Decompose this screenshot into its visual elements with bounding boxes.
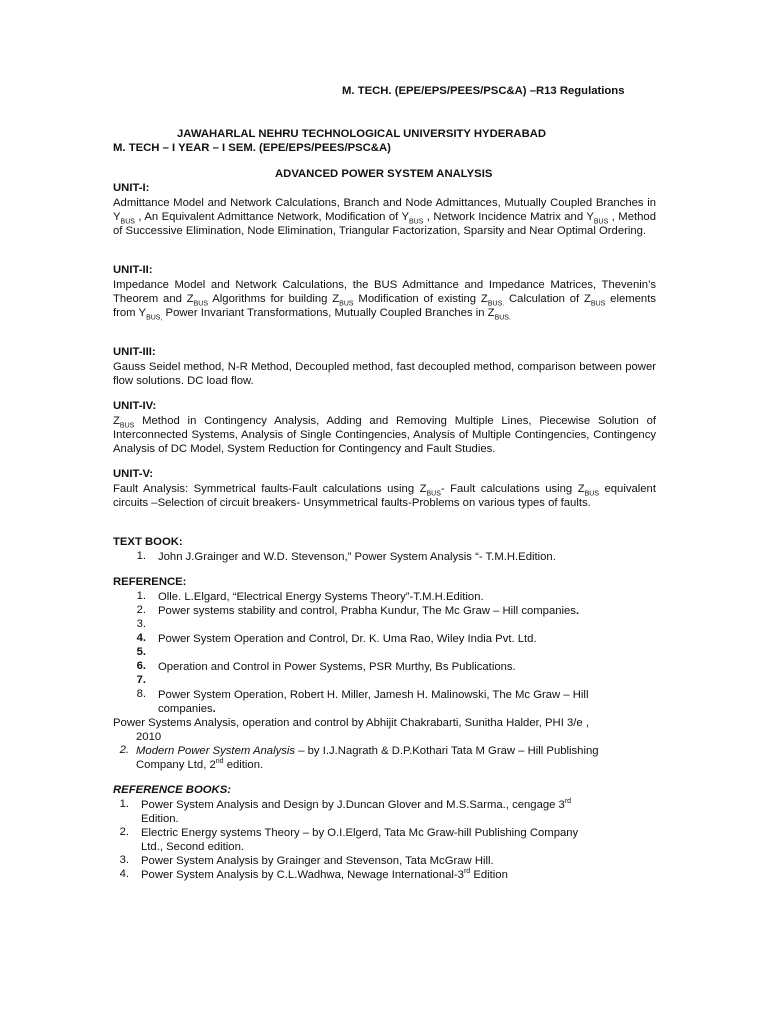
reference-book: Power System Analysis and Design by J.Duncan Glover and M.S.Sarma., cengage 3rd	[141, 798, 572, 811]
reference-extra-1-continuation: 2010	[136, 731, 162, 743]
reference-item-continuation: companies.	[158, 703, 216, 715]
reference-item-number: 4.	[136, 632, 146, 644]
university-name: JAWAHARLAL NEHRU TECHNOLOGICAL UNIVERSITY HYDERABAD	[177, 128, 547, 140]
unit-1-heading: UNIT-I:	[113, 182, 150, 194]
unit-2-content: Impedance Model and Network Calculations, the BUS Admittance and Impedance Matrices, Thevenin’s Theorem and $Z_{BUS}$ Algorithms for building $Z_{BUS}$ Modification of existing $Z_{BUS.}$ Calculation of $Z_{BUS}$ elements from $Y_{BUS,}$ Power Invariant Transformations, Mutually Coupled Branches in $Z_{BUS.}$	[113, 279, 657, 322]
reference-book-number: 4.	[119, 868, 129, 880]
reference-book-continuation: Ltd., Second edition.	[141, 841, 245, 853]
reference-item: Operation and Control in Power Systems, PSR Murthy, Bs Publications.	[158, 661, 516, 673]
reference-extra-2-number: 2.	[119, 744, 129, 756]
reference-item-number: 6.	[136, 660, 146, 672]
unit-2-heading: UNIT-II:	[113, 264, 153, 276]
reference-item: Olle. L.Elgard, “Electrical Energy Systems Theory”-T.M.H.Edition.	[158, 591, 484, 603]
reference-item: Power System Operation and Control, Dr. K. Uma Rao, Wiley India Pvt. Ltd.	[158, 633, 537, 645]
reference-item: Power System Operation, Robert H. Miller, Jamesh H. Malinowski, The Mc Graw – Hill	[158, 689, 589, 701]
reference-book: Power System Analysis by C.L.Wadhwa, Newage International-3rd Edition	[141, 868, 508, 881]
unit-5-heading: UNIT-V:	[113, 468, 154, 480]
reference-book: Electric Energy systems Theory – by O.I.Elgerd, Tata Mc Graw-hill Publishing Company	[141, 827, 579, 839]
reference-book-number: 2.	[119, 826, 129, 838]
reference-item-number: 5.	[136, 646, 146, 658]
semester-line: M. TECH – I YEAR – I SEM. (EPE/EPS/PEES/PSC&A)	[113, 142, 391, 154]
unit-3-content: Gauss Seidel method, N-R Method, Decoupled method, fast decoupled method, comparison between power flow solutions. DC load flow.	[113, 361, 656, 387]
unit-4-heading: UNIT-IV:	[113, 400, 157, 412]
reference-extra-2: Modern Power System Analysis – by I.J.Nagrath & D.P.Kothari Tata M Graw – Hill Publishing	[136, 745, 599, 757]
text-book-item: John J.Grainger and W.D. Stevenson,” Power System Analysis “- T.M.H.Edition.	[158, 551, 556, 563]
reference-extra-1: Power Systems Analysis, operation and control by Abhijit Chakrabarti, Sunitha Halder, PHI 3/e ,	[113, 717, 589, 729]
unit-3-heading: UNIT-III:	[113, 346, 156, 358]
reference-item-number: 2.	[136, 604, 146, 616]
reference-heading: REFERENCE:	[113, 576, 187, 588]
reference-book-continuation: Edition.	[141, 813, 179, 825]
reference-item-number: 1.	[136, 590, 146, 602]
text-book-heading: TEXT BOOK:	[113, 536, 183, 548]
reference-book-number: 3.	[119, 854, 129, 866]
reference-item-number: 7.	[136, 674, 146, 686]
reference-item-number: 3.	[136, 618, 146, 630]
reference-extra-2-continuation: Company Ltd, 2nd edition.	[136, 758, 264, 771]
course-title: ADVANCED POWER SYSTEM ANALYSIS	[275, 168, 493, 180]
reference-book-number: 1.	[119, 798, 129, 810]
unit-1-content: Admittance Model and Network Calculations, Branch and Node Admittances, Mutually Coupled Branches in $Y_{BUS}$ , An Equivalent Admittance Network, Modification of $Y_{BUS}$ , Network Incidence Matrix and $Y_{BUS}$ , Method of Successive Elimination, Node Elimination, Triangular Factorization, Sparsity and Near Optimal Ordering.	[113, 197, 656, 237]
unit-4-content: $Z_{BUS}$ Method in Contingency Analysis, Adding and Removing Multiple Lines, Piecewise Solution of Interconnected Systems, Analysis of Single Contingencies, Analysis of Multiple Contingencies, Contingency Analysis of DC Model, System Reduction for Contingency and Fault Studies.	[113, 415, 656, 455]
unit-5-content: Fault Analysis: Symmetrical faults-Fault calculations using $Z_{BUS}-$ Fault calculations using $Z_{BUS}$ equivalent circuits –Selection of circuit breakers- Unsymmetrical faults-Problems on various types of faults.	[113, 483, 656, 509]
reference-item-number: 8.	[136, 688, 146, 700]
reference-item: Power systems stability and control, Prabha Kundur, The Mc Graw – Hill companies.	[158, 605, 580, 617]
regulations-header: M. TECH. (EPE/EPS/PEES/PSC&A) –R13 Regulations	[342, 85, 625, 97]
text-book-item-number: 1.	[136, 550, 146, 562]
reference-book: Power System Analysis by Grainger and Stevenson, Tata McGraw Hill.	[141, 855, 494, 867]
reference-books-heading: REFERENCE BOOKS:	[113, 784, 231, 796]
